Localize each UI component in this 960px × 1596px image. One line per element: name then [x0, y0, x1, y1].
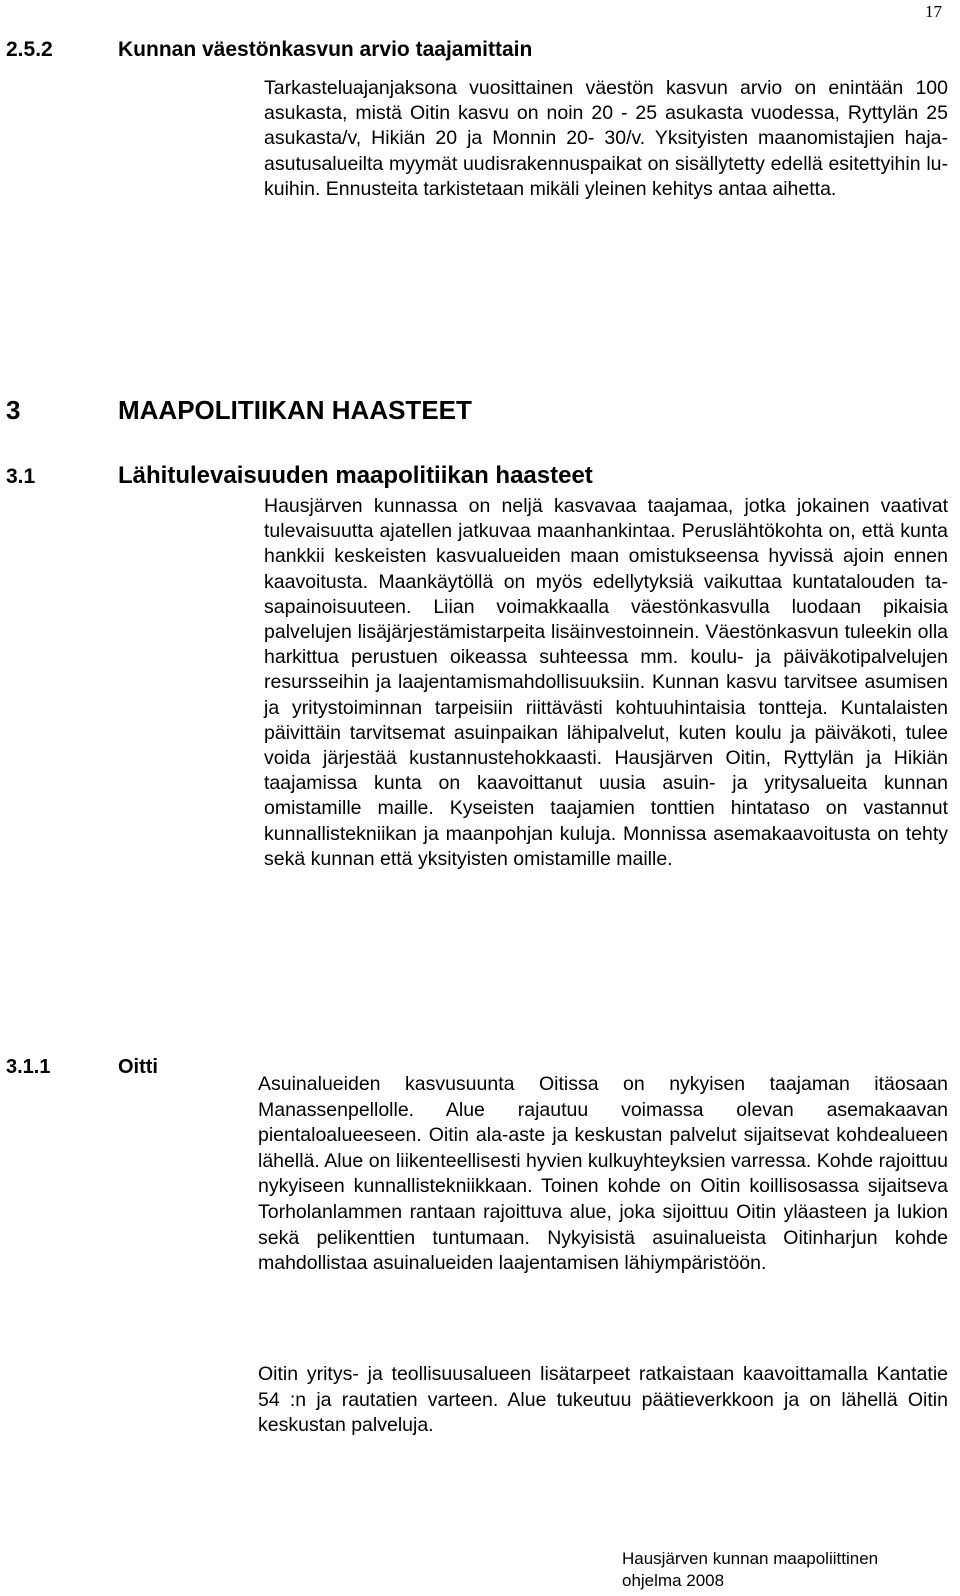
section-title: Oitti	[118, 1056, 158, 1078]
chapter-heading-3	[6, 395, 706, 429]
paragraph-oitti-residential: Asuinalueiden kasvusuunta Oitissa on nykyisen taajaman itäosaan Manassenpellolle. Alue rajautuu voimassa olevan asemakaavan pientaloalueeseen. Oitin ala-aste ja keskustan palvelut sijaitsevat kohdealueen lähellä. Alue on liikenteellisesti hyvien kulkuyhteyksien varressa. Kohde rajoittuu nykyiseen kunnallistekniikkaan. Toinen kohde on Oitin koillisosassa sijaitseva Torholanlammen rantaan rajoittuva alue, joka sijoittuu Oitin yläasteen ja lukion sekä pelikenttien tuntumaan. Nykyisistä asuinalueista Oitinharjun kohde mahdollistaa asuinalueiden laajentamisen lähiympäristöön.	[258, 1073, 948, 1275]
chapter-number: 3	[6, 395, 21, 425]
footer-line-1: Hausjärven kunnan maapoliittinen	[622, 1549, 879, 1568]
paragraph-land-policy-challenges: Hausjärven kunnassa on neljä kasvavaa taajamaa, jotka jokainen vaativat tulevaisuutta ajatellen jatkuvaa maanhankintaa. Peruslähtökohta on, että kunta hankkii keskeisten kasvualueiden maan omistukseensa hyvissä ajoin ennen kaavoitusta. Maankäytöllä on myös edellytyksiä vaikuttaa kuntatalouden tasapainoisuuteen. Liian voimakkaalla väestönkasvulla luodaan pikaisia palvelujen lisäjärjestämistarpeita lisäinvestoinnein. Väestönkasvun tuleekin olla harkittua perustuen oikeassa suhteessa mm. koulu- ja päiväkotipalvelujen resursseihin ja laajentamismahdollisuuksiin. Kunnan kasvu tarvitsee asumisen ja yritystoiminnan tarpeisiin riittävästi kohtuuhintaisia tontteja. Kuntalaisten päivittäin tarvitsemat asuinpaikan lähipalvelut, kuten koulu ja päiväkoti, tulee voida järjestää kustannustehokkaasti. Hausjärven Oitin, Ryttylän ja Hikiän taajamissa kunta on kaavoittanut uusia asuin- ja yritysalueita kunnan omistamille maille. Kyseisten taajamien tonttien hintataso on vastannut kunnallistekniikan ja maanpohjan kuluja. Monnissa asemakaavoitusta on tehty sekä kunnan että yksityisten omistamille maille.	[264, 495, 948, 870]
section-heading-3-1	[6, 462, 806, 494]
paragraph-population-growth: Tarkasteluajanjaksona vuosittainen väestön kasvun arvio on enintään 100 asukasta, mistä Oitin kasvu on noin 20 - 25 asukasta vuodessa, Ryttylän 25 asukasta/v, Hikiän 20 ja Monnin 20- 30/v. Yksityisten maanomistajien haja-asutusalueilta myymät uudisrakennuspaikat on sisällytetty edellä esitettyihin lukuihin. Ennusteita tarkistetaan mikäli yleinen kehitys antaa aihetta.	[264, 77, 948, 200]
chapter-title: MAAPOLITIIKAN HAASTEET	[118, 395, 472, 425]
footer-line-2: ohjelma 2008	[622, 1571, 725, 1590]
page-footer	[622, 1548, 952, 1592]
section-title: Kunnan väestönkasvun arvio taajamittain	[118, 38, 533, 61]
section-number: 2.5.2	[6, 38, 53, 61]
page-number: 17	[925, 2, 942, 21]
section-heading-2-5-2	[6, 38, 706, 68]
section-title: Lähitulevaisuuden maapolitiikan haasteet	[118, 462, 593, 489]
section-number: 3.1.1	[6, 1056, 51, 1078]
section-number: 3.1	[6, 465, 36, 488]
paragraph-oitti-industrial: Oitin yritys- ja teollisuusalueen lisätarpeet ratkaistaan kaavoittamalla Kantatie 54 :n ja rautatien varteen. Alue tukeutuu päätieverkkoon ja on lähellä Oitin keskustan palveluja.	[258, 1363, 948, 1437]
